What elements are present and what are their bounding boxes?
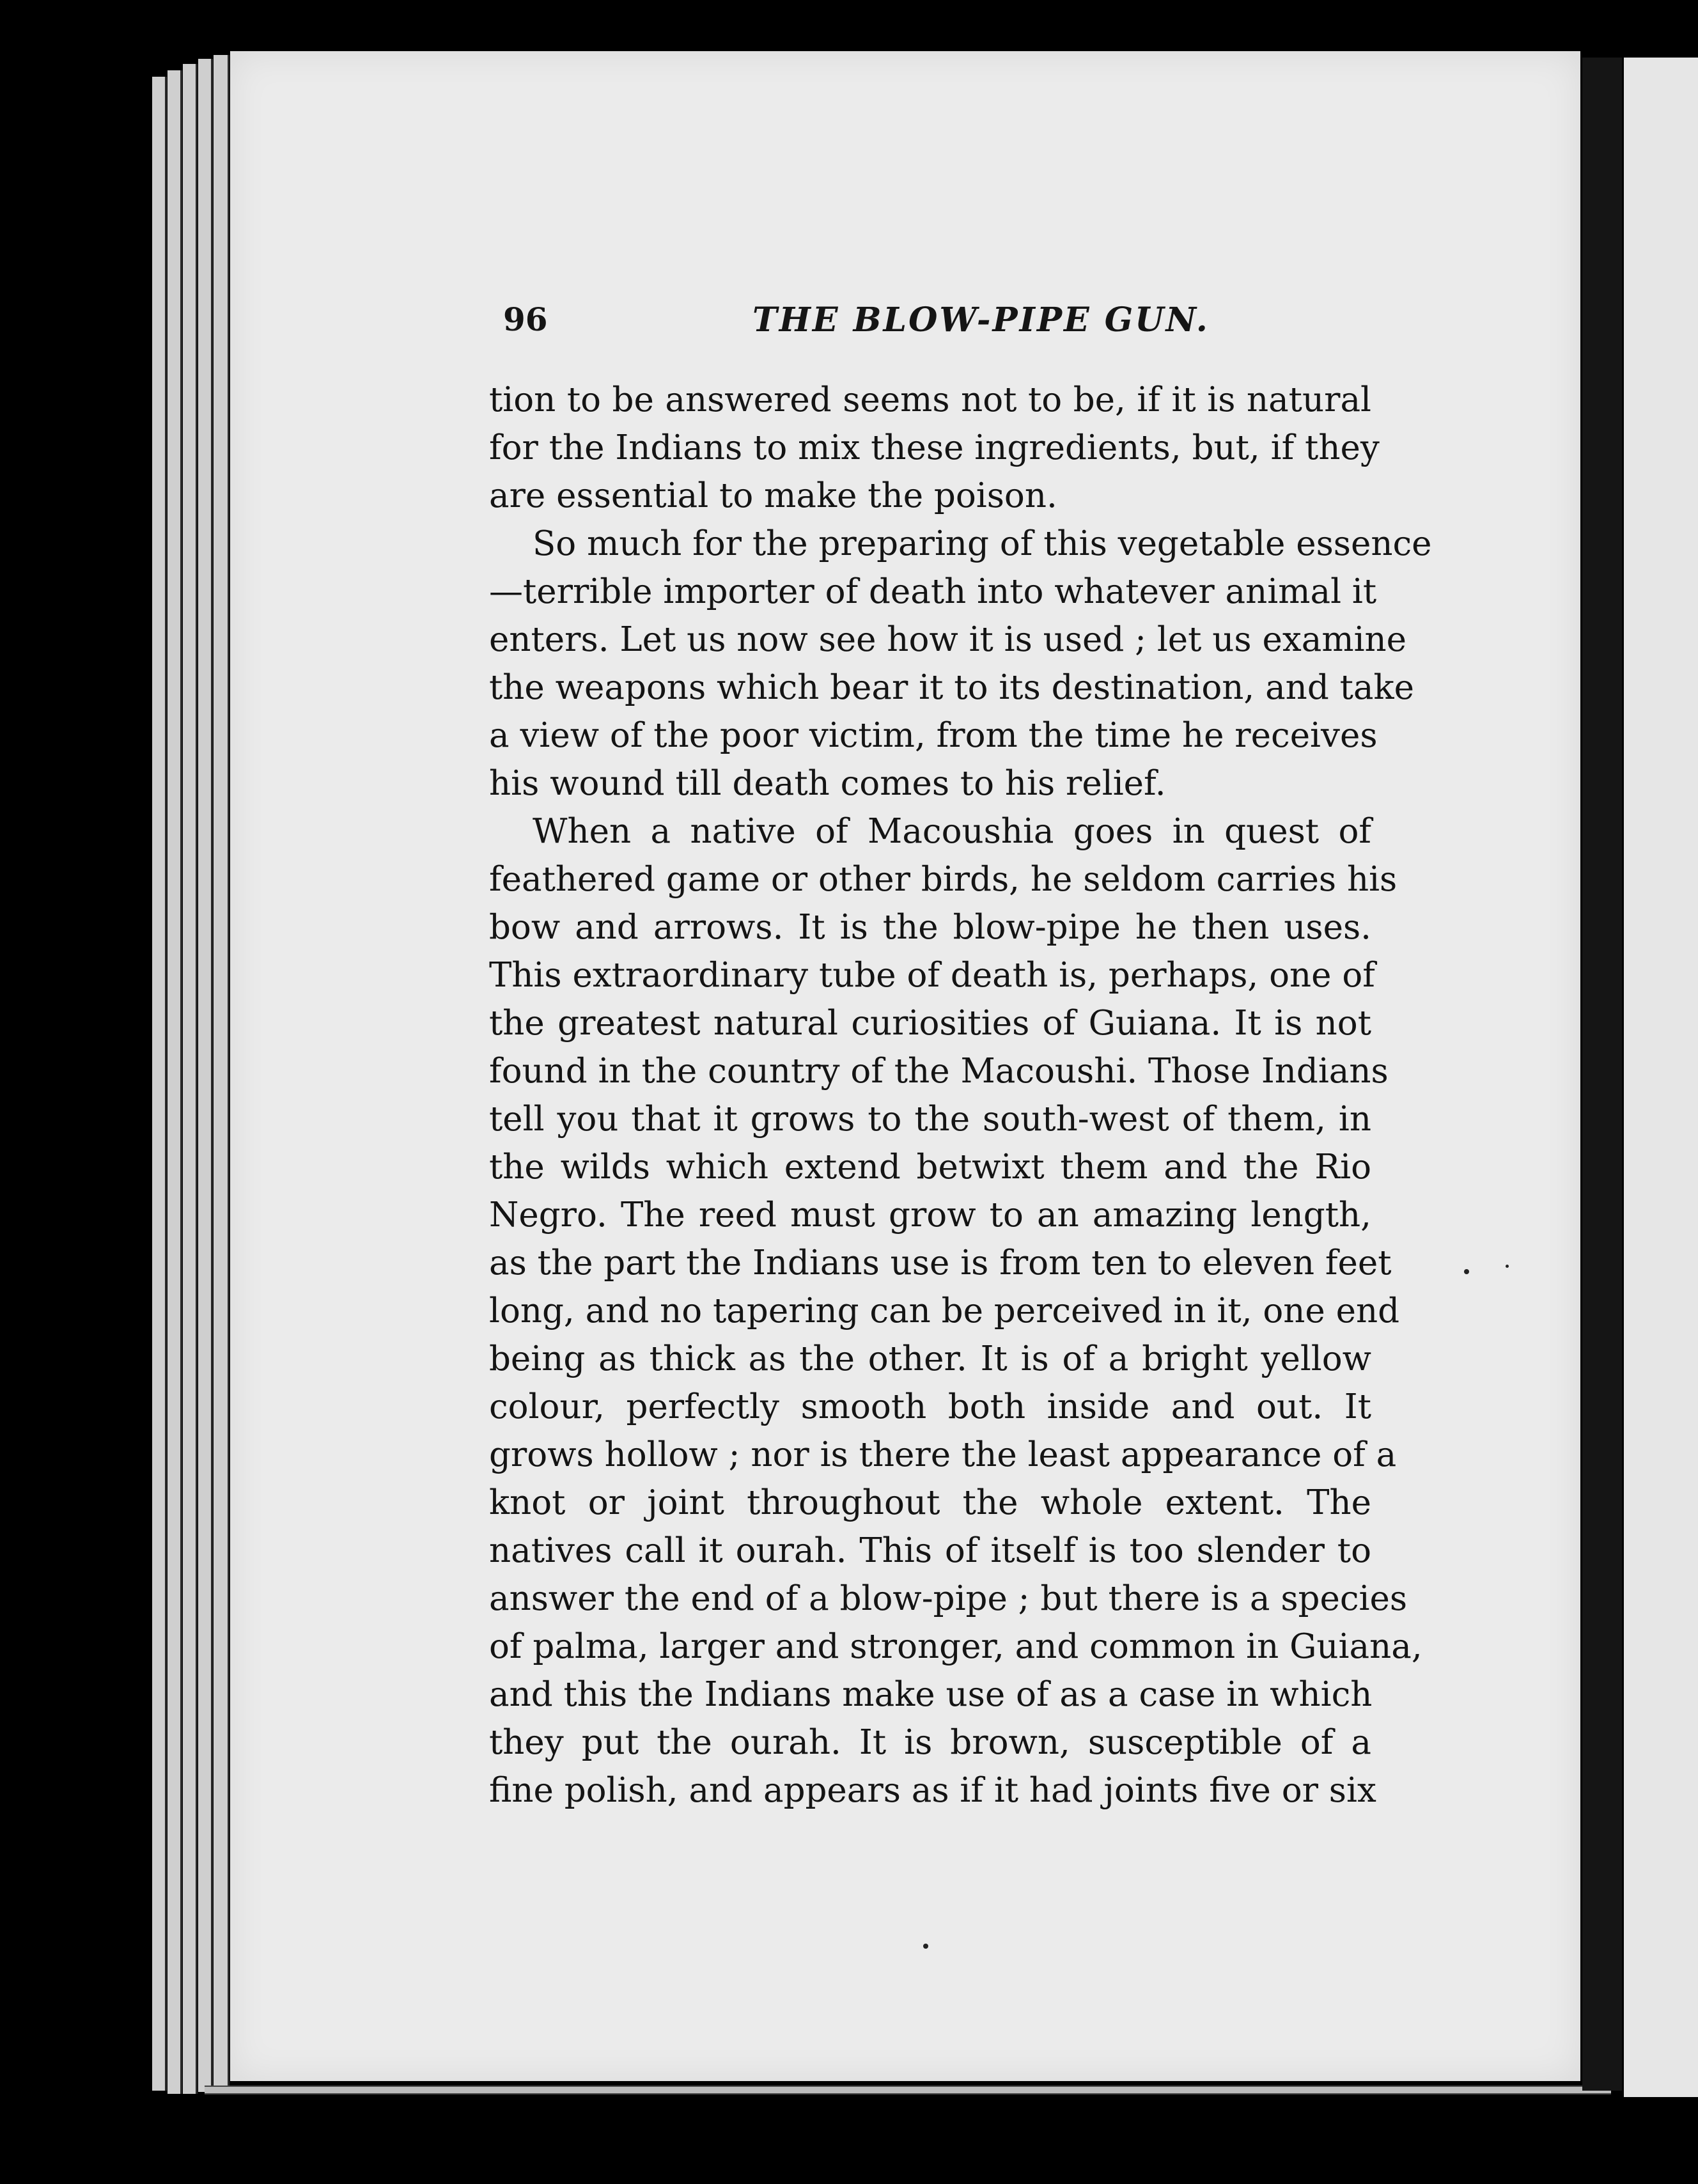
text-line: and this the Indians make use of as a case in which (489, 1675, 1373, 1714)
text-line: being as thick as the other. It is of a bright yellow (489, 1339, 1371, 1378)
text-line: the greatest natural curiosities of Guiana. It is not (489, 1004, 1371, 1043)
text-line: So much for the preparing of this vegetable essence (533, 524, 1432, 563)
text-line: they put the ourah. It is brown, susceptible of a (489, 1723, 1371, 1762)
text-line: answer the end of a blow-pipe ; but there is a species (489, 1579, 1408, 1618)
text-line: found in the country of the Macoushi. Those Indians (489, 1052, 1389, 1091)
scan-speck (1464, 1269, 1469, 1274)
page-edge (214, 55, 230, 2089)
text-line: the weapons which bear it to its destination, and take (489, 668, 1414, 707)
text-line: feathered game or other birds, he seldom carries his (489, 860, 1398, 899)
text-line: of palma, larger and stronger, and common in Guiana, (489, 1627, 1422, 1666)
text-line: This extraordinary tube of death is, perhaps, one of (489, 956, 1375, 995)
text-line: knot or joint throughout the whole extent. The (489, 1483, 1371, 1522)
text-line: grows hollow ; nor is there the least appearance of a (489, 1435, 1397, 1474)
text-line: —terrible importer of death into whatever animal it (489, 572, 1377, 611)
text-line: colour, perfectly smooth both inside and out. It (489, 1387, 1371, 1426)
book-spine (1582, 58, 1622, 2091)
page-edge (167, 70, 182, 2094)
text-line: a view of the poor victim, from the time he receives (489, 716, 1378, 755)
page-edge (183, 64, 198, 2094)
text-line: tell you that it grows to the south-west of them, in (489, 1100, 1371, 1139)
facing-page-edge (1624, 58, 1698, 2097)
text-line: are essential to make the poison. (489, 476, 1057, 515)
scan-speck (923, 1944, 928, 1949)
text-line: for the Indians to mix these ingredients, but, if they (489, 428, 1380, 467)
running-title: THE BLOW-PIPE GUN. (752, 300, 1210, 339)
text-line: as the part the Indians use is from ten to eleven feet (489, 1244, 1392, 1283)
text-line: long, and no tapering can be perceived in it, one end (489, 1291, 1400, 1330)
page-edge (198, 59, 213, 2092)
text-line: tion to be answered seems not to be, if it is natural (489, 380, 1371, 419)
page-header (503, 300, 1379, 345)
text-line: fine polish, and appears as if it had joints five or six (489, 1771, 1376, 1810)
text-line: When a native of Macoushia goes in quest of (533, 812, 1371, 851)
text-line: enters. Let us now see how it is used ; let us examine (489, 620, 1407, 659)
text-line: natives call it ourah. This of itself is too slender to (489, 1531, 1371, 1570)
scan-speck (1506, 1265, 1509, 1268)
text-line: Negro. The reed must grow to an amazing length, (489, 1196, 1371, 1235)
page-number: 96 (503, 300, 548, 338)
page-edge (152, 77, 167, 2091)
page-bottom-edge (205, 2086, 1611, 2094)
text-line: his wound till death comes to his relief. (489, 764, 1166, 803)
text-line: bow and arrows. It is the blow-pipe he then uses. (489, 908, 1371, 947)
text-line: the wilds which extend betwixt them and the Rio (489, 1148, 1371, 1187)
body-text (489, 376, 1432, 1814)
